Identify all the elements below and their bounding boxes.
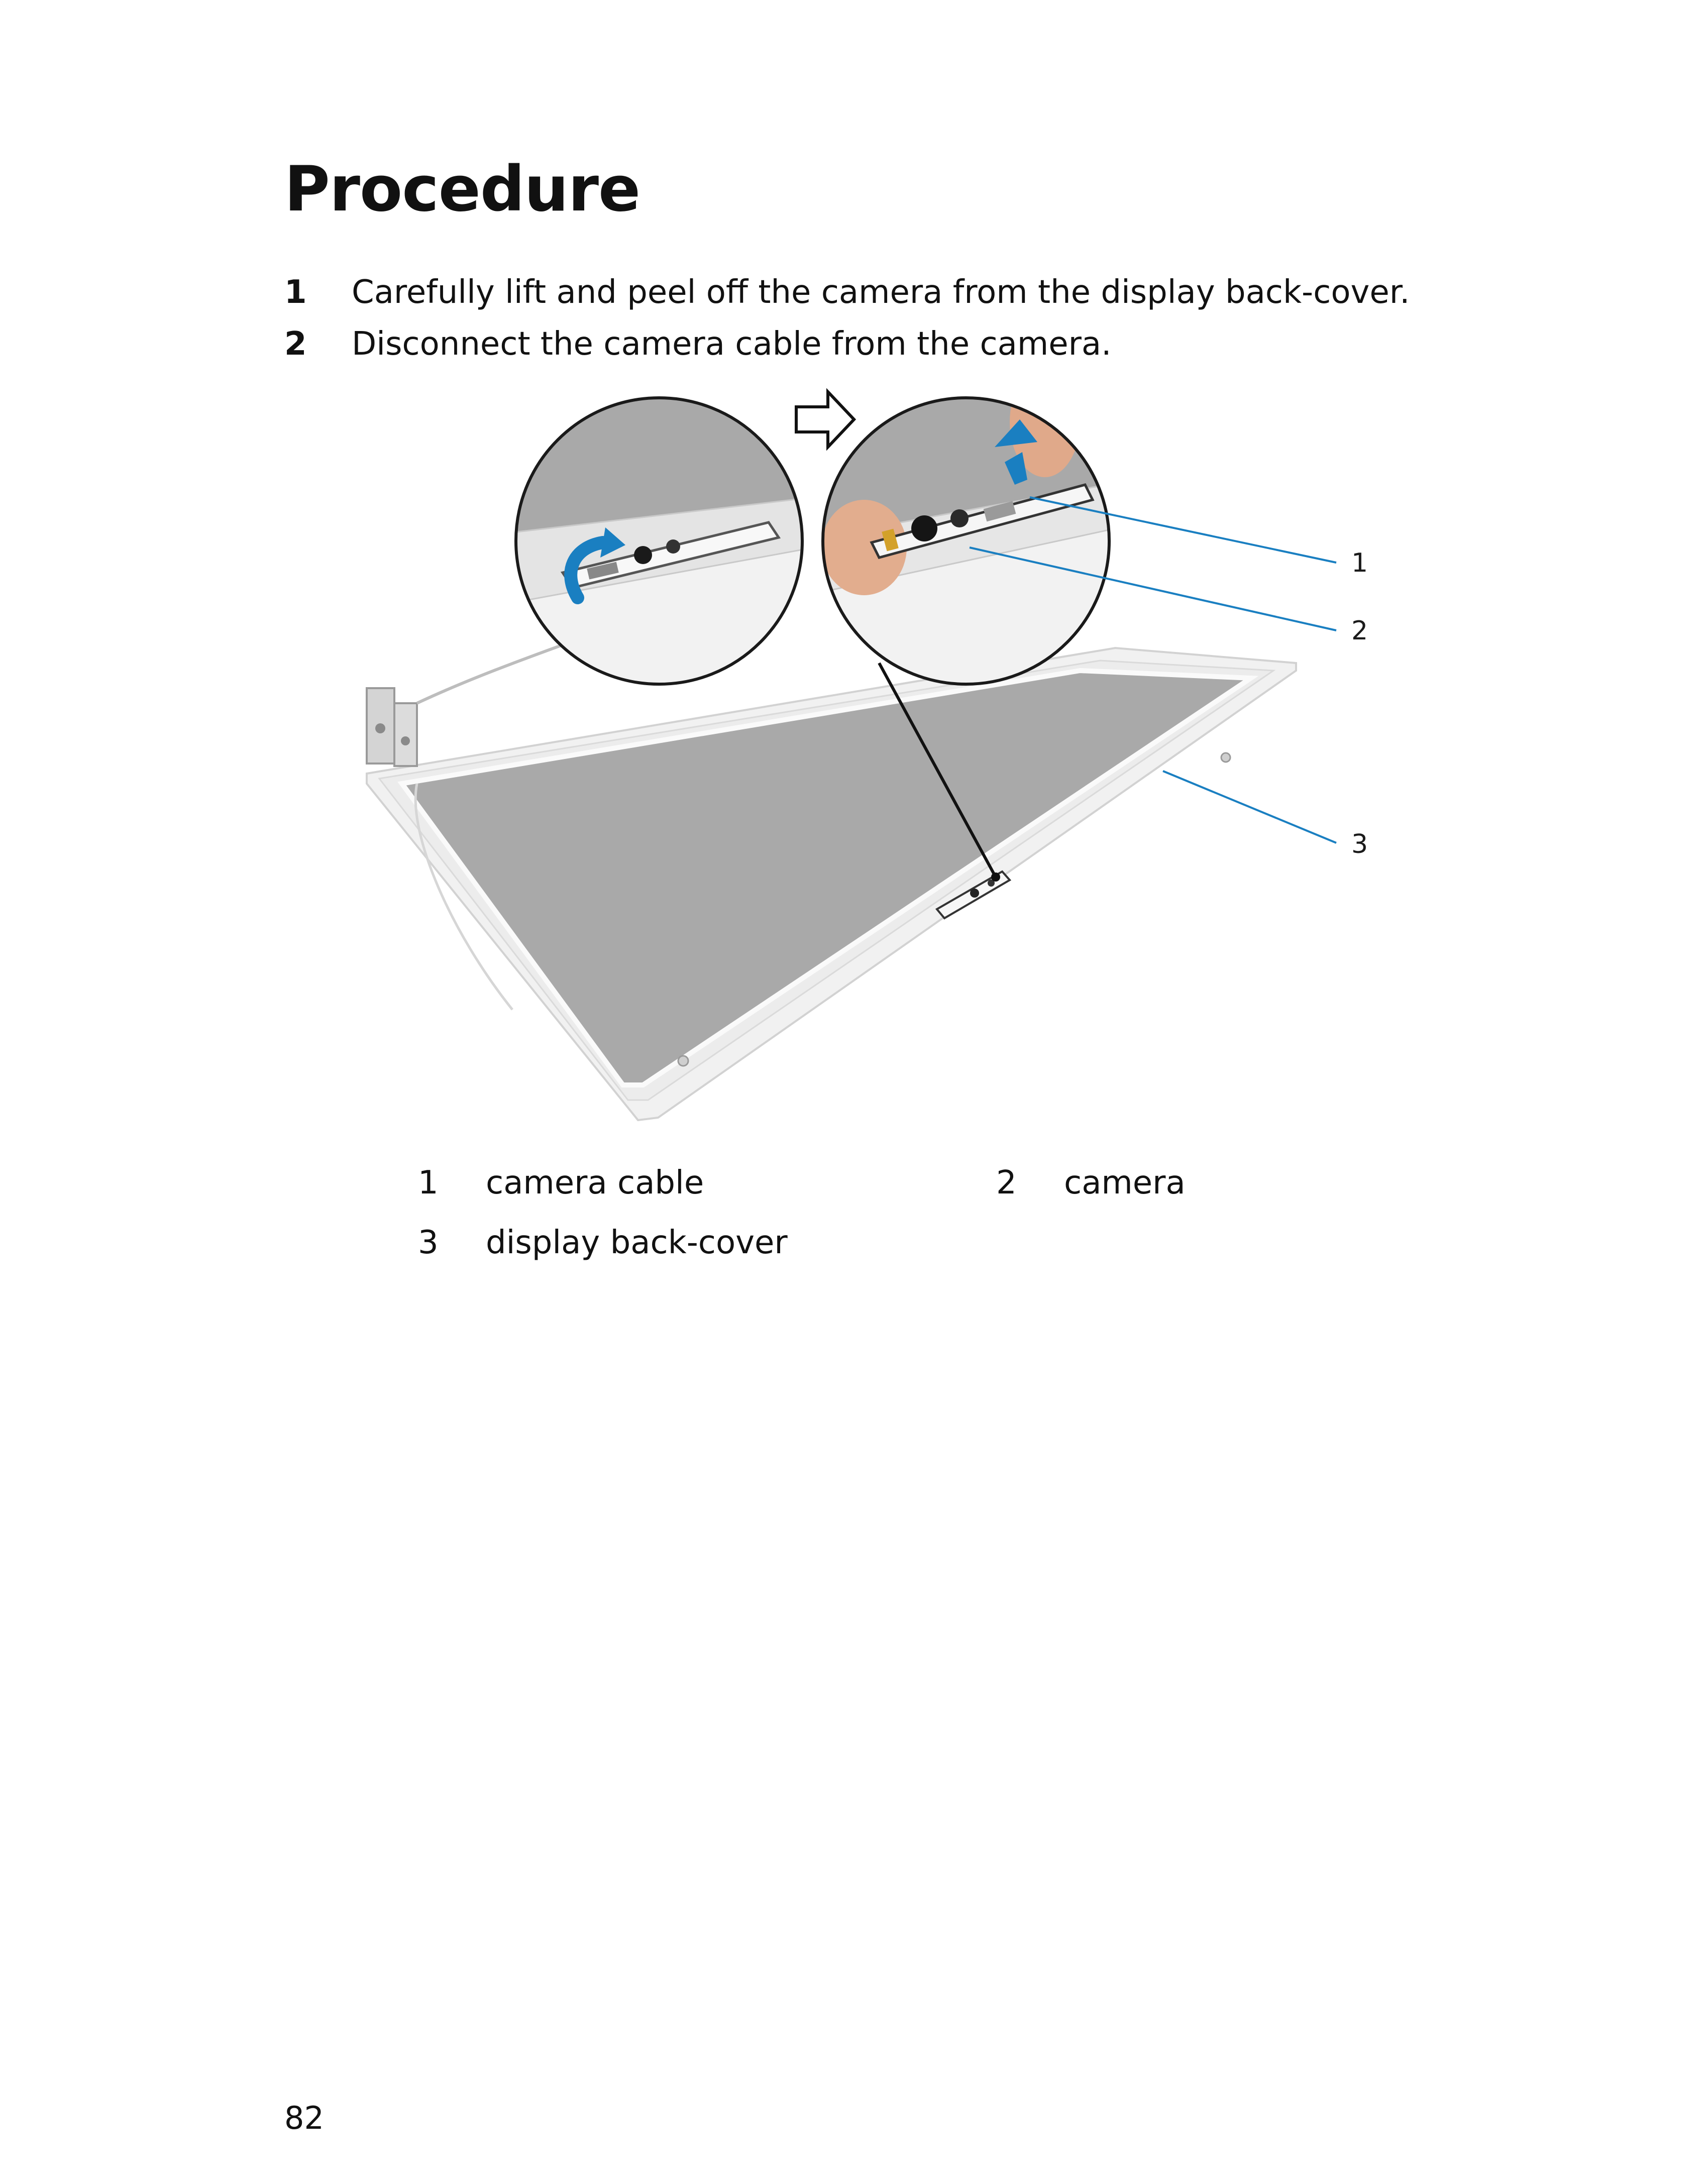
page-number: 82 (284, 2100, 324, 2136)
step-text: Disconnect the camera cable from the camera. (352, 325, 1112, 363)
legend-label: camera cable (486, 1164, 704, 1202)
hinge (367, 688, 417, 766)
legend-number: 2 (996, 1164, 1017, 1202)
camera-removal-illustration (352, 382, 1407, 1125)
legend-label: display back-cover (486, 1224, 788, 1261)
callout-2: 2 (1351, 616, 1368, 646)
legend-number: 1 (418, 1164, 439, 1202)
step-text: Carefully lift and peel off the camera from the display back-cover. (352, 274, 1410, 311)
step-number: 2 (284, 325, 307, 363)
step-number: 1 (284, 274, 307, 311)
page-title: Procedure (284, 153, 640, 226)
display-back-cover (367, 603, 1296, 1120)
legend-number: 3 (418, 1224, 439, 1261)
callout-3: 3 (1351, 829, 1368, 859)
magnified-view-disconnect (819, 382, 1120, 693)
legend-label: camera (1064, 1164, 1186, 1202)
callout-1: 1 (1351, 548, 1368, 578)
direction-arrow-icon (796, 392, 854, 447)
